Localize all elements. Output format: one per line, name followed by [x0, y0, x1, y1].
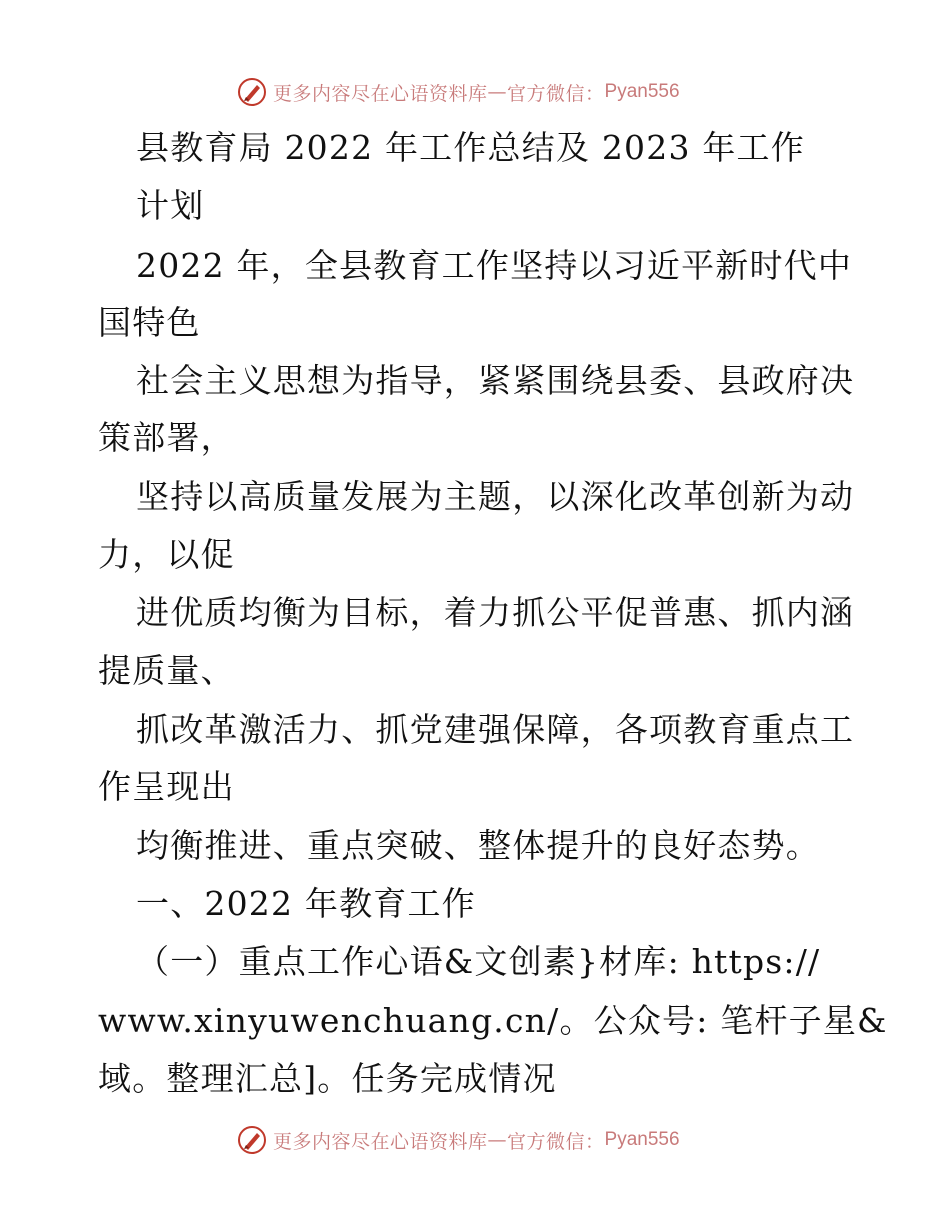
doc-title-line-2: 计划 — [136, 186, 205, 225]
doc-text-line: 作呈现出 — [98, 767, 235, 806]
watermark-header — [237, 74, 680, 110]
watermark-separator: — — [487, 1129, 508, 1151]
doc-text-line: 域。整理汇总]。任务完成情况 — [98, 1059, 557, 1098]
doc-title-line-1: 县教育局 2022 年工作总结及 2023 年工作 — [136, 128, 805, 167]
doc-text-line: www.xinyuwenchuang.cn/。公众号: 笔杆子星& — [98, 1001, 888, 1040]
section-heading: 一、2022 年教育工作 — [136, 884, 476, 923]
subsection-heading: （一）重点工作心语&文创素}材库: https:// — [136, 942, 821, 981]
doc-text-line: 坚持以高质量发展为主题，以深化改革创新为动 — [136, 477, 855, 516]
watermark-wechat-label: 官方微信： — [507, 82, 605, 105]
doc-text-line: 进优质均衡为目标，着力抓公平促普惠、抓内涵 — [136, 593, 855, 632]
watermark-wechat-id: Pyan556 — [604, 1129, 680, 1150]
doc-text-line: 策部署， — [98, 418, 235, 457]
watermark-wechat-label: 官方微信： — [507, 1130, 605, 1153]
doc-text-line: 社会主义思想为指导，紧紧围绕县委、县政府决 — [136, 361, 855, 400]
doc-text-line: 提质量、 — [98, 651, 235, 690]
pen-logo-icon — [237, 1125, 267, 1155]
watermark-footer — [237, 1122, 680, 1158]
doc-text-line: 抓改革激活力、抓党建强保障，各项教育重点工 — [136, 710, 855, 749]
watermark-separator: — — [487, 81, 508, 103]
doc-text-line: 2022 年，全县教育工作坚持以习近平新时代中 — [136, 246, 853, 285]
watermark-brand: 更多内容尽在心语资料库 — [273, 1130, 488, 1153]
watermark-wechat-id: Pyan556 — [604, 81, 680, 102]
doc-text-line: 国特色 — [98, 303, 201, 342]
pen-logo-icon — [237, 77, 267, 107]
doc-text-line: 力，以促 — [98, 535, 235, 574]
doc-text-line: 均衡推进、重点突破、整体提升的良好态势。 — [136, 826, 820, 865]
watermark-brand: 更多内容尽在心语资料库 — [273, 82, 488, 105]
